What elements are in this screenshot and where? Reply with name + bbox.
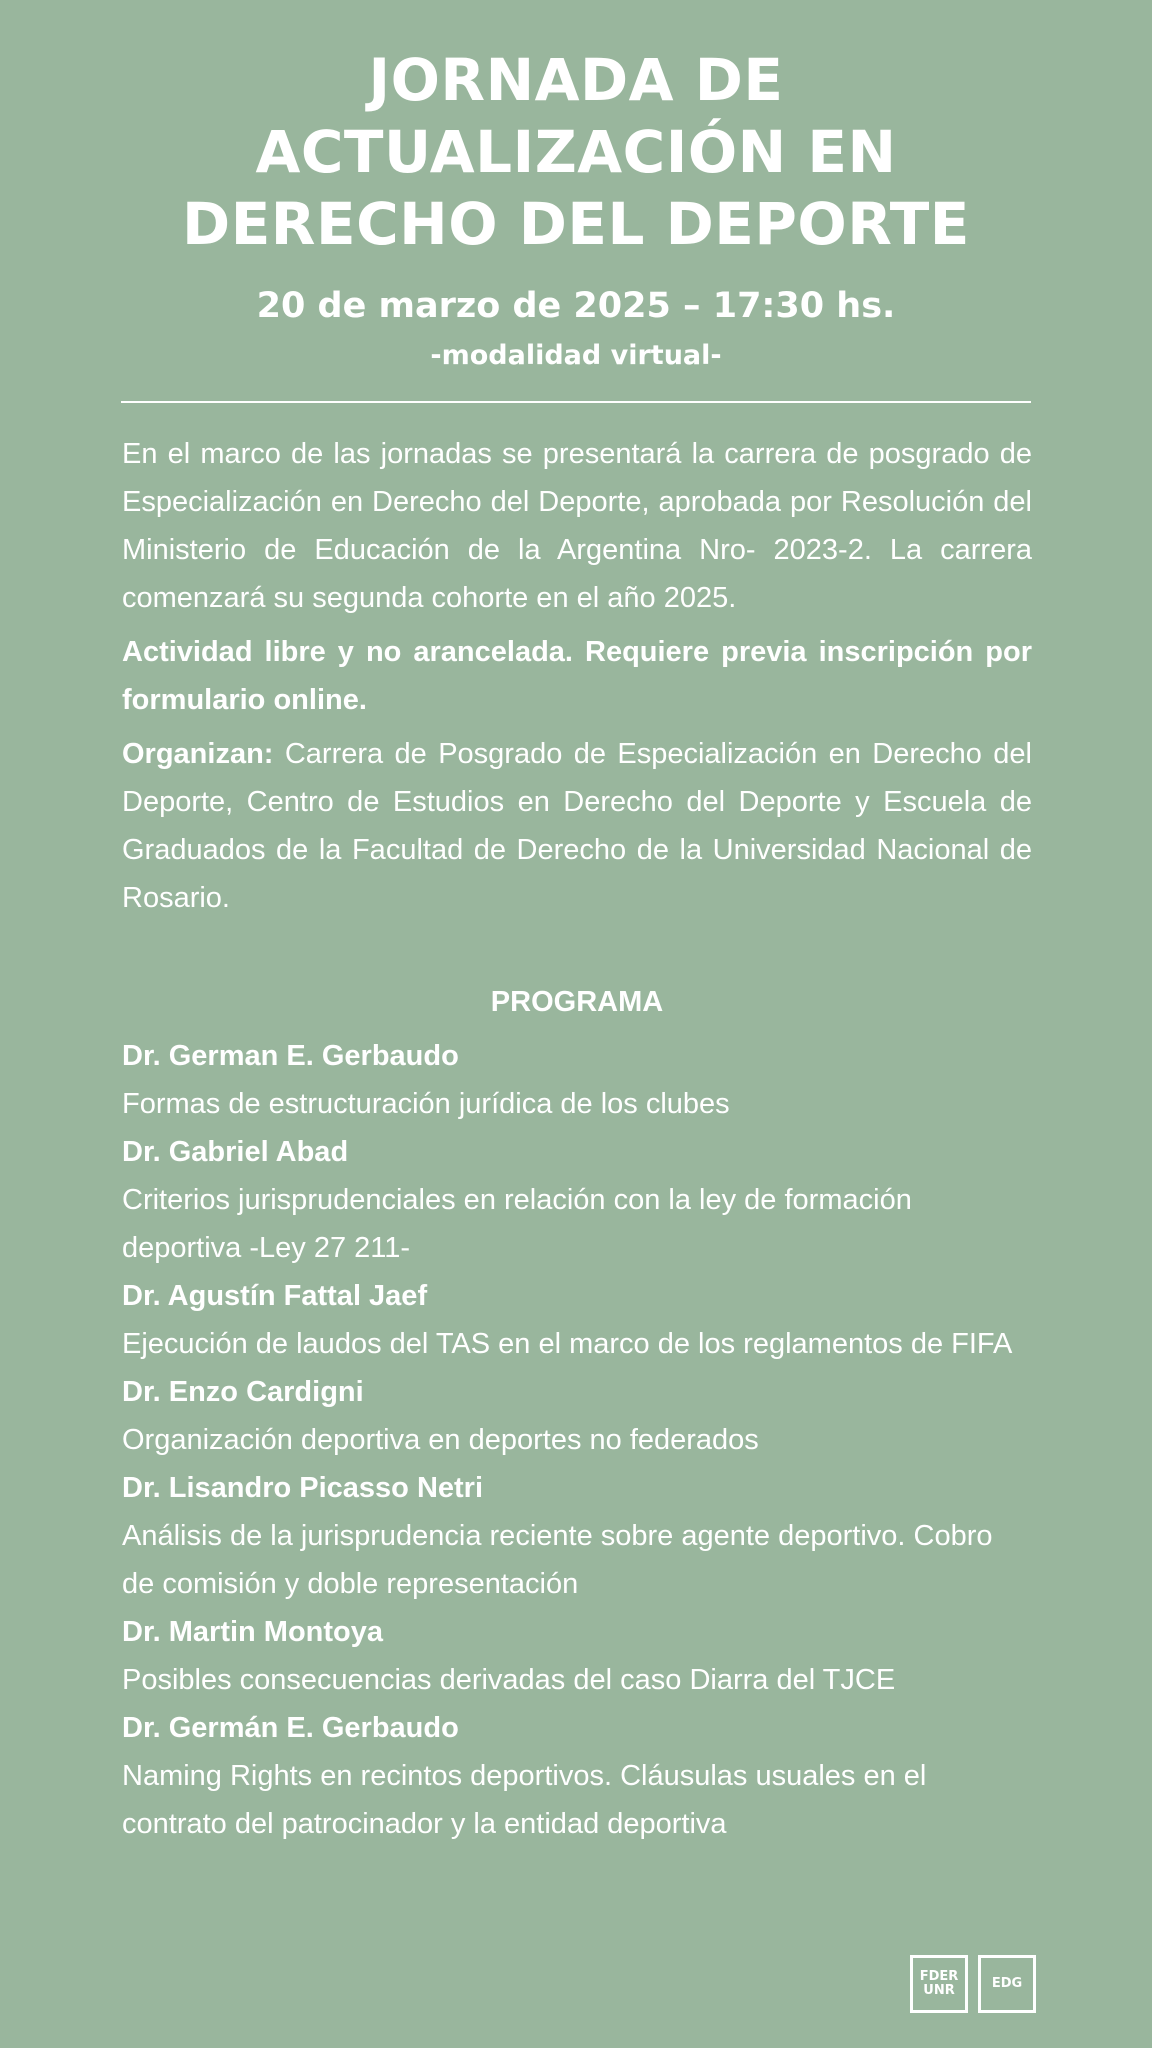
title-line-2: ACTUALIZACIÓN EN <box>255 118 897 186</box>
edg-logo <box>978 1955 1036 2013</box>
registration-notice: Actividad libre y no arancelada. Requiere previa inscripción por formulario online. <box>122 636 1032 716</box>
institution-logos <box>910 1955 1036 2013</box>
program-item <box>122 1032 1032 1128</box>
speaker-name: Dr. German E. Gerbaudo <box>122 1040 459 1072</box>
speaker-name: Dr. Germán E. Gerbaudo <box>122 1712 459 1744</box>
fder-logo-line-2: UNR <box>923 1983 955 1998</box>
speaker-name: Dr. Agustín Fattal Jaef <box>122 1280 428 1312</box>
talk-topic: Ejecución de laudos del TAS en el marco de los reglamentos de FIFA <box>122 1328 1013 1360</box>
header-divider <box>121 401 1031 403</box>
event-title <box>0 44 1152 260</box>
intro-paragraph: En el marco de las jornadas se presentará la carrera de posgrado de Especialización en Derecho del Deporte, aprobada por Resolución del Ministerio de Educación de la Argentina Nro- 2023-2. La carrera comenzará su segunda cohorte en el año 2025. <box>122 438 1032 614</box>
organizers-paragraph <box>122 730 1032 922</box>
organizers-text: Carrera de Posgrado de Especialización en Derecho del Deporte, Centro de Estudios en Derecho del Deporte y Escuela de Graduados de la Facultad de Derecho de la Universidad Nacional de Rosario. <box>122 738 1032 914</box>
speaker-name: Dr. Gabriel Abad <box>122 1136 349 1168</box>
event-modality: -modalidad virtual- <box>430 340 722 371</box>
speaker-name: Dr. Enzo Cardigni <box>122 1376 364 1408</box>
title-line-1: JORNADA DE <box>368 46 784 114</box>
talk-topic: Posibles consecuencias derivadas del caso Diarra del TJCE <box>122 1664 896 1696</box>
title-line-3: DERECHO DEL DEPORTE <box>182 190 970 258</box>
event-header <box>0 44 1152 374</box>
program-item <box>122 1272 1032 1368</box>
talk-topic: Criterios jurisprudenciales en relación con la ley de formación deportiva -Ley 27 211- <box>122 1184 912 1264</box>
program-item <box>122 1608 1032 1704</box>
program-list <box>122 1032 1032 1848</box>
event-content <box>122 430 1032 1848</box>
talk-topic: Naming Rights en recintos deportivos. Cláusulas usuales en el contrato del patrocinador y la entidad deportiva <box>122 1760 927 1840</box>
event-date-time: 20 de marzo de 2025 – 17:30 hs. <box>256 286 896 326</box>
speaker-name: Dr. Lisandro Picasso Netri <box>122 1472 484 1504</box>
talk-topic: Formas de estructuración jurídica de los clubes <box>122 1088 730 1120</box>
program-item <box>122 1464 1032 1608</box>
talk-topic: Análisis de la jurisprudencia reciente sobre agente deportivo. Cobro de comisión y doble representación <box>122 1520 993 1600</box>
program-item <box>122 1704 1032 1848</box>
edg-logo-text: EDG <box>991 1976 1023 1991</box>
program-title: PROGRAMA <box>490 986 664 1018</box>
program-item <box>122 1128 1032 1272</box>
talk-topic: Organización deportiva en deportes no federados <box>122 1424 759 1456</box>
organizers-label: Organizan: <box>122 738 274 770</box>
program-item <box>122 1368 1032 1464</box>
speaker-name: Dr. Martin Montoya <box>122 1616 384 1648</box>
fder-unr-logo <box>910 1955 968 2013</box>
fder-logo-line-1: FDER <box>919 1969 959 1984</box>
